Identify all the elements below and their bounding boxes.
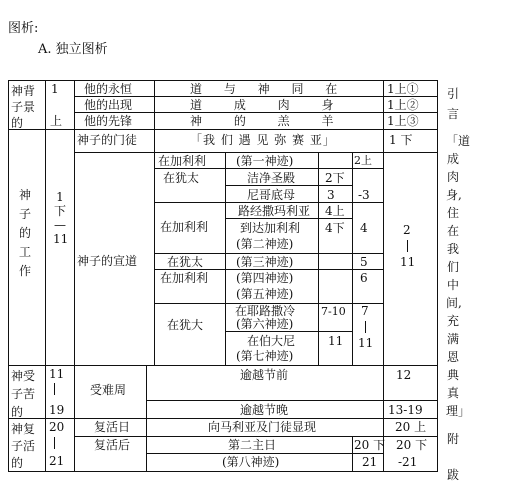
event-miracle-3: (第三神迹) xyxy=(236,255,294,269)
event-arrive-galilee: 到达加利利 xyxy=(240,221,301,235)
loc-galilee-2: 在加利利 xyxy=(160,220,209,234)
outer-ref-top: 20 下 xyxy=(396,438,428,452)
ref-1c: 1上③ xyxy=(387,114,419,128)
range-top: 7 xyxy=(361,304,369,318)
total-range-top: 2 xyxy=(403,223,411,237)
resurrection-day-label: 复活日 xyxy=(94,420,131,434)
ref-miracle-3: 5 xyxy=(360,255,368,269)
content-appearance: 道 成 肉 身 xyxy=(190,98,334,112)
side-quote: 「道成肉身,住在我们中间,充满恩典真理」 xyxy=(446,134,471,418)
ref-miracle-2: 4 xyxy=(360,221,368,235)
section-background: 神背子景的 xyxy=(11,84,36,130)
ref-before-passover: 12 xyxy=(396,368,412,382)
ministry-label: 神子的宣道 xyxy=(77,254,138,268)
ref-nicodemus: 3 xyxy=(327,188,335,202)
row-label-eternal: 他的永恒 xyxy=(84,82,133,96)
event-samaria: 路经撒玛利亚 xyxy=(238,204,311,218)
chapter-start-suffering: 11 xyxy=(49,367,65,381)
ref-bethany: 11 xyxy=(328,334,344,348)
section-suffering: 神受子苦的 xyxy=(11,369,36,419)
ref-samaria: 4上 xyxy=(325,204,345,218)
event-miracle-6: (第六神迹) xyxy=(236,317,294,331)
content-eternal: 道 与 神 同 在 xyxy=(190,82,338,96)
section-work: 神子的工作 xyxy=(18,188,31,278)
content-forerunner: 神 的 羔 羊 xyxy=(190,114,334,128)
subheading: A. 独立图析 xyxy=(38,42,108,57)
chapter-start: 1 xyxy=(51,82,59,96)
loc-judea-3: 在犹大 xyxy=(167,318,204,332)
event-jerusalem: 在耶路撒冷 xyxy=(235,304,296,318)
dash-resurrection xyxy=(54,437,55,449)
chapter-end-resurrection: 21 xyxy=(49,454,65,468)
appearance-content: 向马利亚及门徒显现 xyxy=(208,420,317,434)
loc-judea-2: 在犹太 xyxy=(167,255,204,269)
disciples-content: 「我 们 遇 见 弥 赛 亚」 xyxy=(190,133,336,147)
event-cleansing-temple: 洁净圣殿 xyxy=(247,171,296,185)
row-label-forerunner: 他的先锋 xyxy=(84,114,133,128)
event-miracle-7: (第七神迹) xyxy=(236,349,294,363)
ref-nicodemus-2: -3 xyxy=(358,188,370,202)
ref-passover-night: 13-19 xyxy=(388,403,423,417)
loc-galilee-3: 在加利利 xyxy=(160,271,209,285)
event-miracle-1: (第一神迹) xyxy=(236,154,294,168)
before-passover: 逾越节前 xyxy=(240,368,289,382)
second-lords-day: 第二主日 xyxy=(228,438,277,452)
total-range-dash xyxy=(407,240,408,252)
ref-cleansing-temple: 2下 xyxy=(325,171,345,185)
ref-appearance: 20 上 xyxy=(395,420,427,434)
ref-1a: 1上① xyxy=(387,82,419,96)
ref-1b: 1上② xyxy=(387,98,419,112)
ref-jerusalem: 7-10 xyxy=(321,305,346,318)
event-miracle-5: (第五神迹) xyxy=(236,287,294,301)
table-border-right xyxy=(437,80,438,472)
outer-ref-bottom: -21 xyxy=(398,455,418,469)
row-label-appearance: 他的出现 xyxy=(84,98,133,112)
disciples-label: 神子的门徒 xyxy=(77,133,138,147)
range-dash xyxy=(365,321,366,333)
event-miracle-4: (第四神迹) xyxy=(236,271,294,285)
event-miracle-8: (第八神迹) xyxy=(222,455,280,469)
passion-week-label: 受难周 xyxy=(90,383,127,397)
ref-second-lords-day: 20 下 xyxy=(354,438,386,452)
event-miracle-2: (第二神迹) xyxy=(236,237,294,251)
chapter-start-resurrection: 20 xyxy=(49,420,65,434)
ref-miracle-1: 2上 xyxy=(354,154,372,167)
ref-miracle-8: 21 xyxy=(362,455,378,469)
passover-night: 逾越节晚 xyxy=(240,403,289,417)
event-bethany: 在伯大尼 xyxy=(247,334,296,348)
total-range-bottom: 11 xyxy=(400,255,416,269)
event-nicodemus: 尼哥底母 xyxy=(247,188,296,202)
chapter-end-suffering: 19 xyxy=(49,403,65,417)
ref-arrive-galilee: 4下 xyxy=(325,221,345,235)
side-intro: 引言 xyxy=(446,87,459,121)
ref-miracle-4: 6 xyxy=(360,271,368,285)
chapter-end: 上 xyxy=(50,114,63,128)
loc-galilee-1: 在加利利 xyxy=(158,154,207,168)
table-border-top xyxy=(8,80,437,81)
chapter-range-work: 1下—11 xyxy=(53,190,69,246)
section-resurrection: 神复子活的 xyxy=(11,422,36,470)
table-border-left xyxy=(8,80,9,472)
loc-judea-1: 在犹太 xyxy=(163,171,200,185)
after-resurrection-label: 复活后 xyxy=(94,438,131,452)
side-epilogue: 附跋 xyxy=(446,432,459,482)
heading: 图析: xyxy=(8,21,39,36)
dash-suffering xyxy=(54,383,55,395)
table-border-bottom xyxy=(8,471,437,472)
range-bottom: 11 xyxy=(358,336,374,350)
disciples-ref: 1 下 xyxy=(389,133,413,147)
